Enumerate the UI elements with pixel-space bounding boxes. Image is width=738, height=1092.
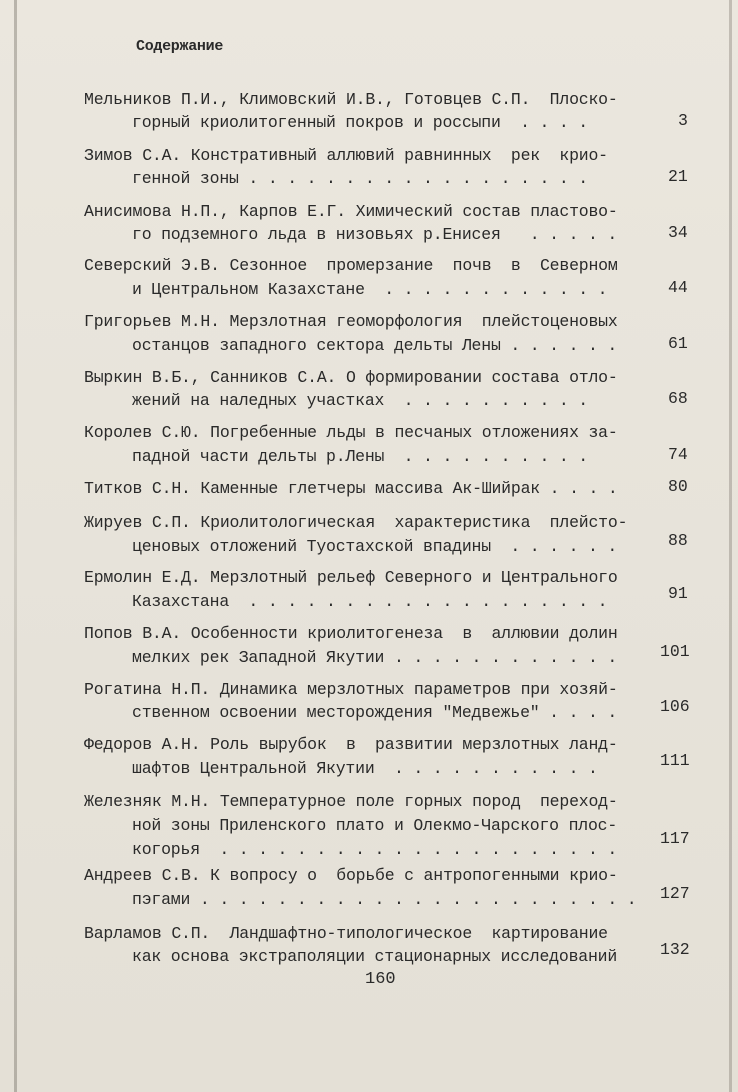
entry-line: мелких рек Западной Якутии . . . . . . . . . . . . xyxy=(132,648,618,667)
entry-line: падной части дельты р.Лены . . . . . . . . . . xyxy=(132,447,588,466)
entry-page-number: 80 xyxy=(668,477,688,496)
footer-page-number: 160 xyxy=(365,970,396,989)
entry-page-number: 3 xyxy=(678,111,688,130)
entry-page-number: 91 xyxy=(668,584,688,603)
entry-line: Казахстана . . . . . . . . . . . . . . . . . . . xyxy=(132,592,608,611)
entry-line: жений на наледных участках . . . . . . . . . . xyxy=(132,391,588,410)
entry-page-number: 74 xyxy=(668,445,688,464)
entry-page-number: 88 xyxy=(668,531,688,550)
entry-line: Выркин В.Б., Санников С.А. О формировании состава отло- xyxy=(84,368,618,387)
entry-line: когорья . . . . . . . . . . . . . . . . . . . . . xyxy=(132,840,618,859)
page-right-edge xyxy=(729,0,732,1092)
entry-line: Анисимова Н.П., Карпов Е.Г. Химический состав пластово- xyxy=(84,202,618,221)
entry-line: Варламов С.П. Ландшафтно-типологическое картирование xyxy=(84,924,608,943)
entry-line: Рогатина Н.П. Динамика мерзлотных параметров при хозяй- xyxy=(84,680,618,699)
entry-line: ценовых отложений Туостахской впадины . . . . . . xyxy=(132,537,618,556)
entry-page-number: 44 xyxy=(668,278,688,297)
entry-line: Ермолин Е.Д. Мерзлотный рельеф Северного и Центрального xyxy=(84,568,618,587)
entry-line: пэгами . . . . . . . . . . . . . . . . . . . . . . . xyxy=(132,890,637,909)
entry-line: Попов В.А. Особенности криолитогенеза в аллювии долин xyxy=(84,624,618,643)
entry-page-number: 34 xyxy=(668,223,688,242)
entry-line: горный криолитогенный покров и россыпи . . . . xyxy=(132,113,588,132)
entry-line: Зимов С.А. Констративный аллювий равнинных рек крио- xyxy=(84,146,608,165)
entry-line: шафтов Центральной Якутии . . . . . . . . . . . xyxy=(132,759,598,778)
entry-line: Федоров А.Н. Роль вырубок в развитии мерзлотных ланд- xyxy=(84,735,618,754)
entry-line: Титков С.Н. Каменные глетчеры массива Ак-Шийрак . . . . xyxy=(84,479,618,498)
entry-line: Григорьев М.Н. Мерзлотная геоморфология плейстоценовых xyxy=(84,312,618,331)
entry-page-number: 127 xyxy=(660,884,690,903)
entry-page-number: 61 xyxy=(668,334,688,353)
entry-line: Жируев С.П. Криолитологическая характеристика плейсто- xyxy=(84,513,628,532)
entry-page-number: 68 xyxy=(668,389,688,408)
entry-page-number: 132 xyxy=(660,940,690,959)
entry-page-number: 101 xyxy=(660,642,690,661)
entry-line: ственном освоении месторождения "Медвежье" . . . . xyxy=(132,703,618,722)
entry-line: генной зоны . . . . . . . . . . . . . . . . . . xyxy=(132,169,588,188)
page-left-edge xyxy=(14,0,17,1092)
entry-page-number: 117 xyxy=(660,829,690,848)
entry-line: как основа экстраполяции стационарных исследований xyxy=(132,947,618,966)
entry-line: Мельников П.И., Климовский И.В., Готовцев С.П. Плоско- xyxy=(84,90,618,109)
entry-line: го подземного льда в низовьях р.Енисея . . . . . xyxy=(132,225,618,244)
entry-line: Андреев С.В. К вопросу о борьбе с антропогенными крио- xyxy=(84,866,618,885)
entry-page-number: 21 xyxy=(668,167,688,186)
entry-line: ной зоны Приленского плато и Олекмо-Чарского плос- xyxy=(132,816,618,835)
contents-heading: Содержание xyxy=(136,38,224,55)
entry-line: Северский Э.В. Сезонное промерзание почв в Северном xyxy=(84,256,618,275)
entry-line: Королев С.Ю. Погребенные льды в песчаных отложениях за- xyxy=(84,423,618,442)
entry-line: Железняк М.Н. Температурное поле горных пород переход- xyxy=(84,792,618,811)
entry-line: и Центральном Казахстане . . . . . . . . . . . . xyxy=(132,280,608,299)
entry-page-number: 111 xyxy=(660,751,690,770)
entry-page-number: 106 xyxy=(660,697,690,716)
entry-line: останцов западного сектора дельты Лены . . . . . . xyxy=(132,336,618,355)
